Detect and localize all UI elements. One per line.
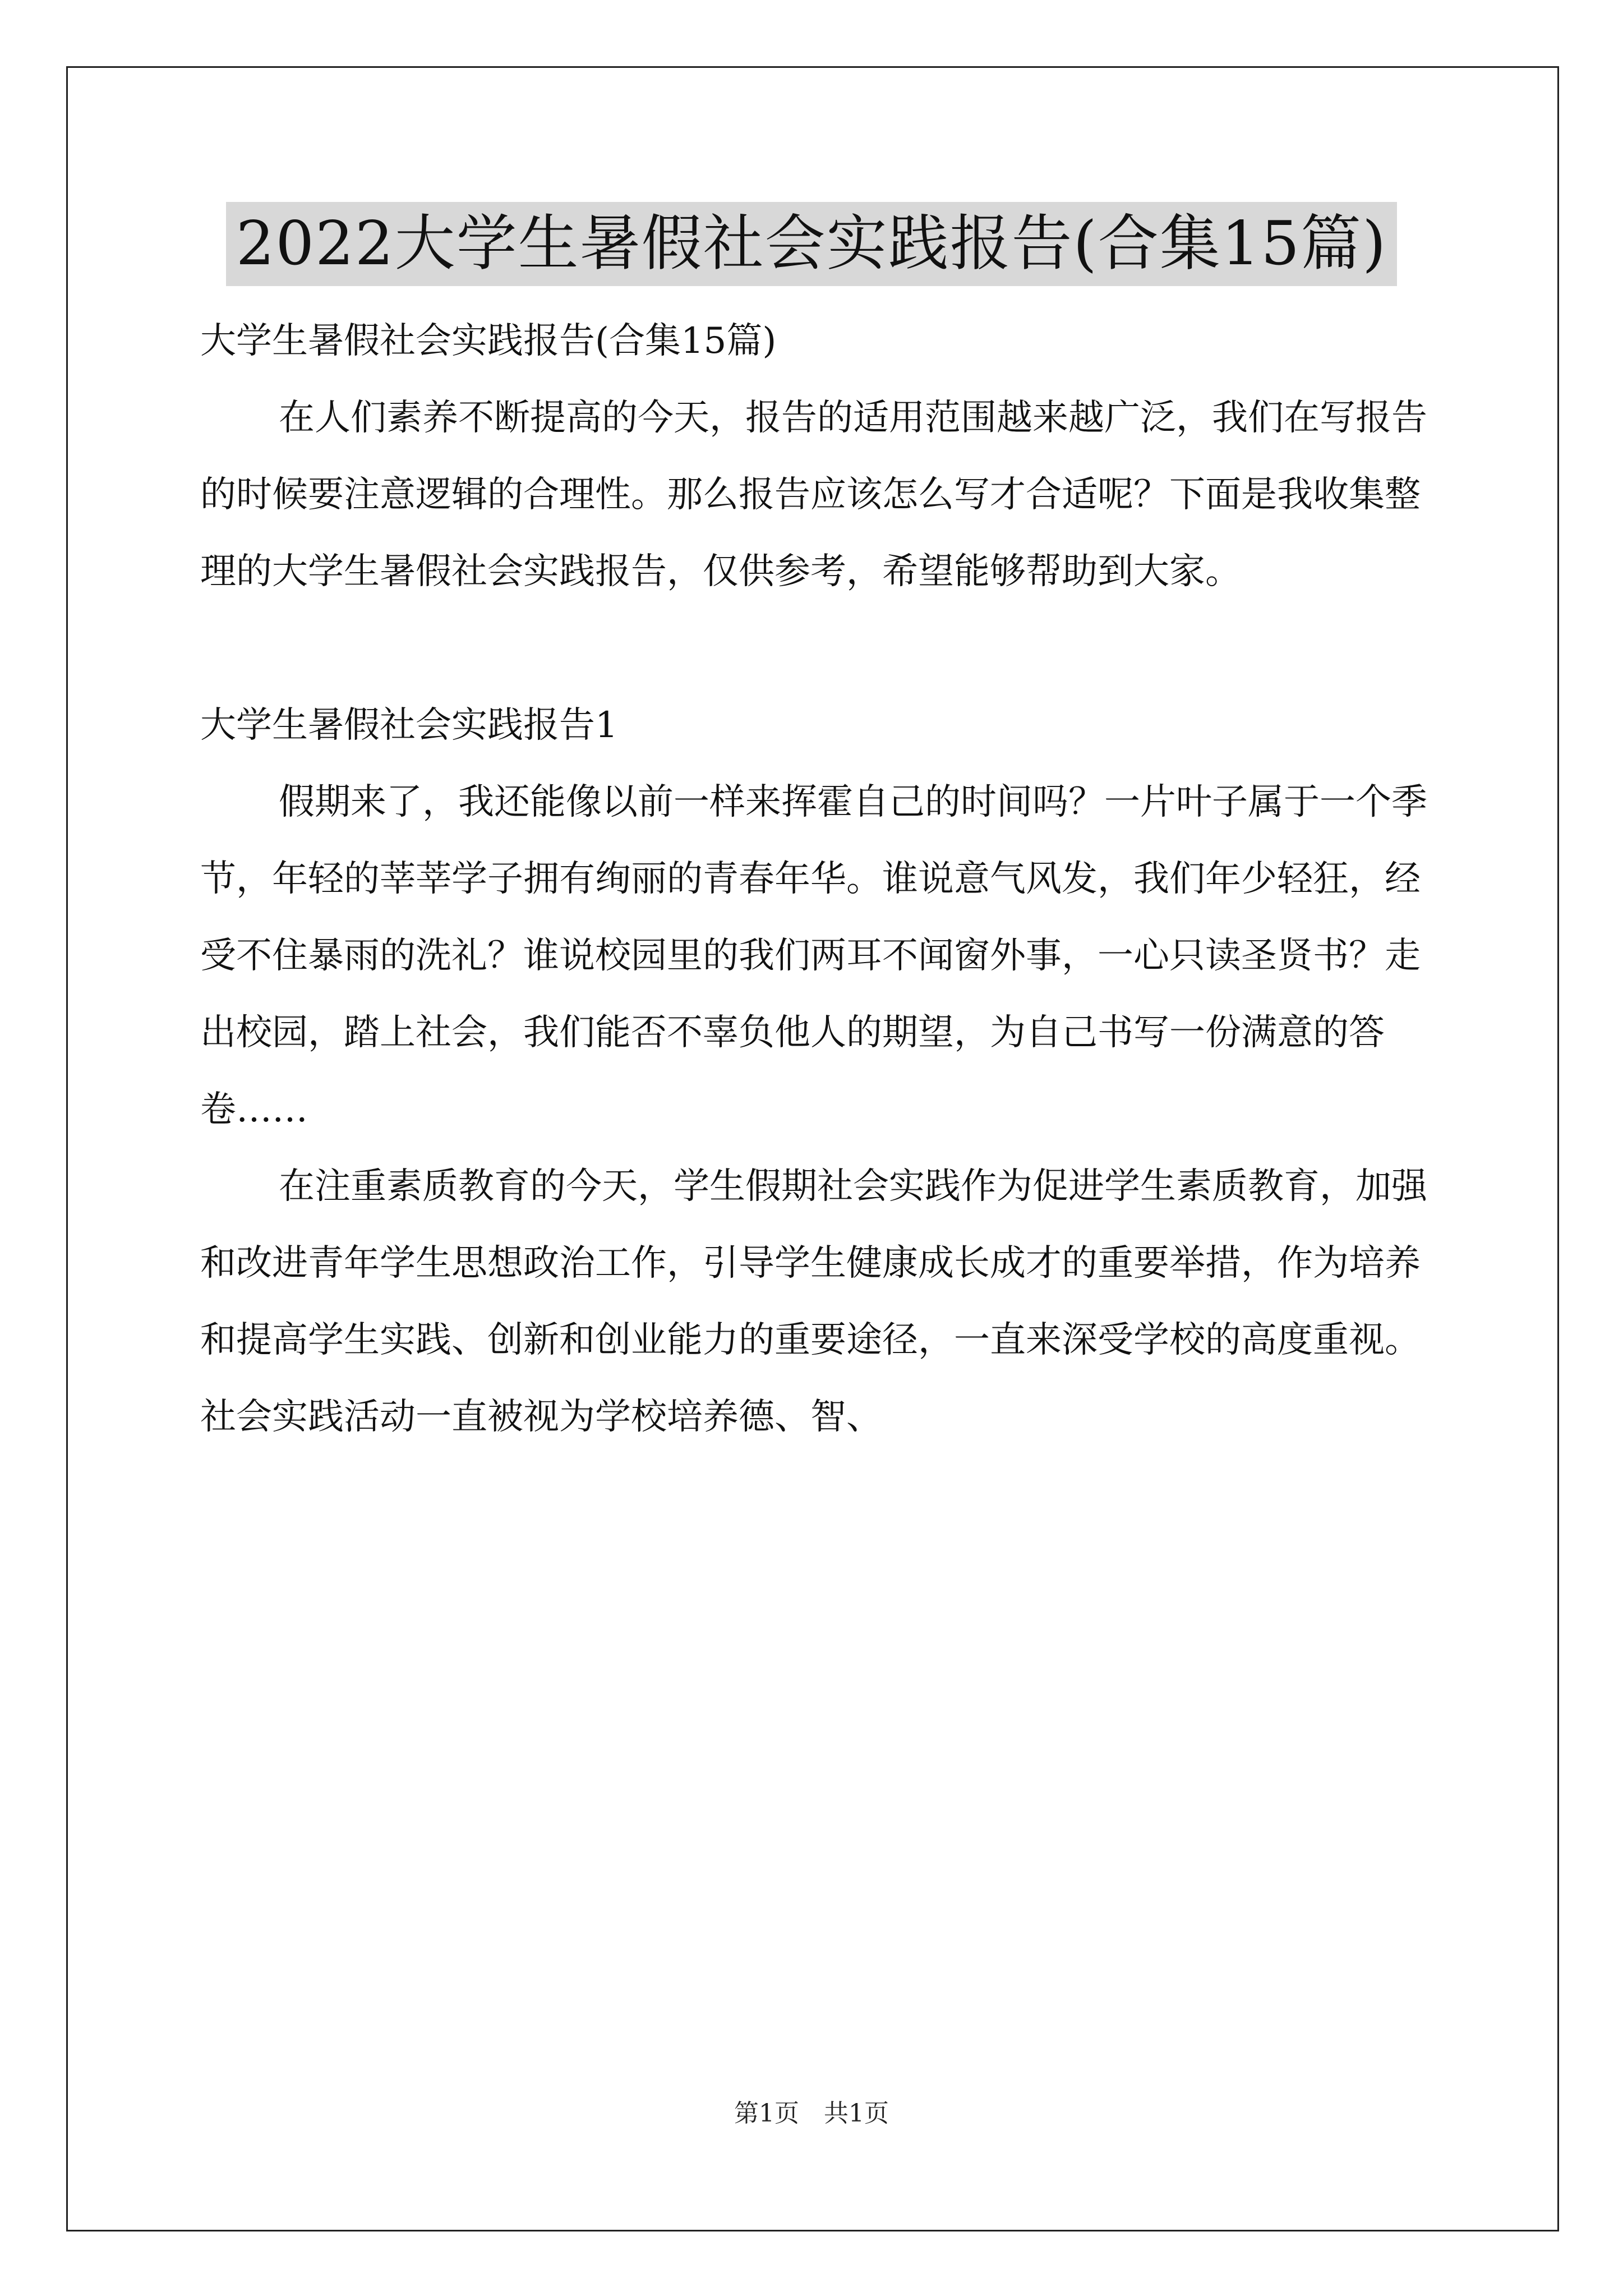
intro-paragraph: 在人们素养不断提高的今天，报告的适用范围越来越广泛，我们在写报告的时候要注意逻辑的合理性。那么报告应该怎么写才合适呢？下面是我收集整理的大学生暑假社会实践报告，仅供参考，希望能够帮助到大家。 (200, 397, 1427, 592)
section-spacer (200, 610, 1434, 687)
document-subtitle: 大学生暑假社会实践报告(合集15篇) (200, 320, 777, 362)
document-title: 2022大学生暑假社会实践报告(合集15篇) (226, 202, 1398, 286)
body-paragraph: 在注重素质教育的今天，学生假期社会实践作为促进学生素质教育，加强和改进青年学生思想政治工作，引导学生健康成长成才的重要举措，作为培养和提高学生实践、创新和创业能力的重要途径，一直来深受学校的高度重视。社会实践活动一直被视为学校培养德、智、 (200, 1166, 1427, 1438)
body-paragraph: 假期来了，我还能像以前一样来挥霍自己的时间吗？一片叶子属于一个季节，年轻的莘莘学子拥有绚丽的青春年华。谁说意气风发，我们年少轻狂，经受不住暴雨的洗礼？谁说校园里的我们两耳不闻窗外事，一心只读圣贤书？走出校园，踏上社会，我们能否不辜负他人的期望，为自己书写一份满意的答卷…… (200, 781, 1427, 1130)
section-heading: 大学生暑假社会实践报告1 (200, 705, 618, 746)
document-body (200, 303, 1434, 1456)
page-number: 第1页 共1页 (734, 2099, 889, 2128)
title-container (0, 202, 1623, 286)
